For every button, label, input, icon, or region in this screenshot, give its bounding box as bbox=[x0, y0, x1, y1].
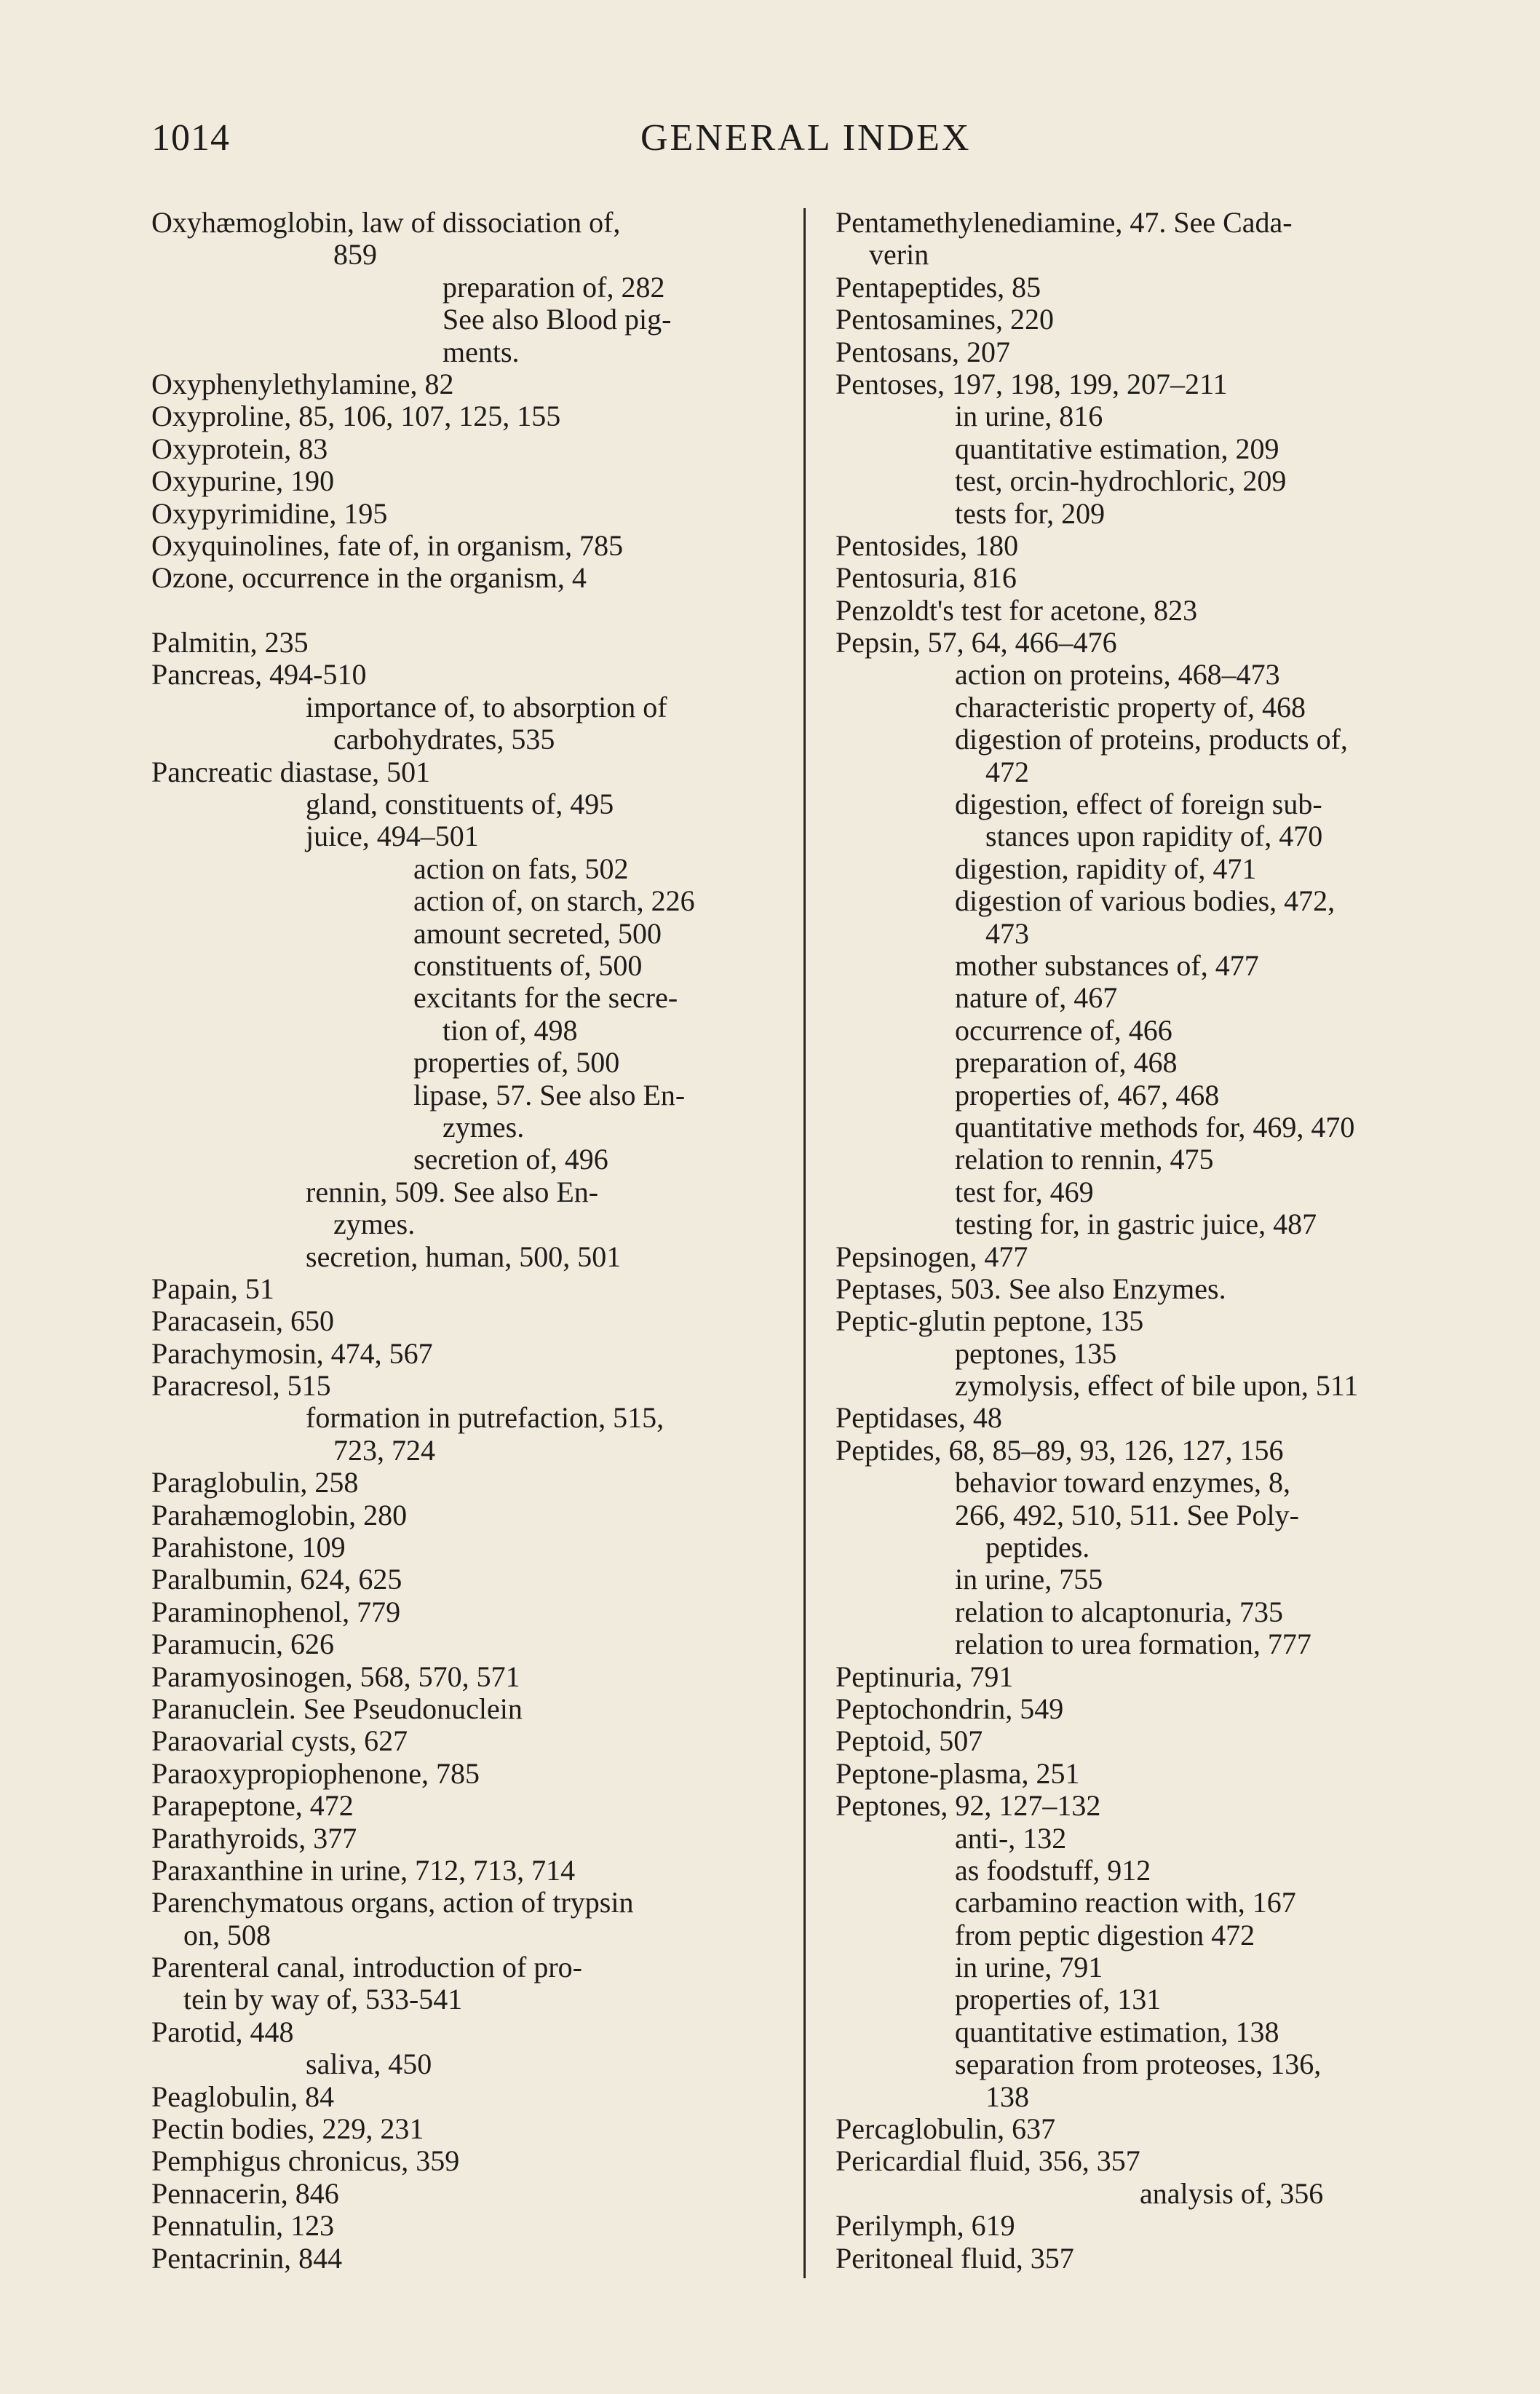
index-entry: excitants for the secre- bbox=[413, 981, 678, 1015]
index-entry: properties of, 131 bbox=[955, 1983, 1162, 2016]
index-entry: action on proteins, 468–473 bbox=[955, 658, 1280, 691]
index-entry: 473 bbox=[985, 916, 1029, 950]
index-entry: Pentosamines, 220 bbox=[836, 303, 1054, 336]
index-entry: secretion of, 496 bbox=[413, 1143, 608, 1176]
index-entry: analysis of, 356 bbox=[1140, 2176, 1324, 2210]
index-entry: Papain, 51 bbox=[151, 1272, 274, 1305]
index-entry: zymes. bbox=[333, 1208, 416, 1241]
index-entry: Oxypurine, 190 bbox=[151, 464, 335, 498]
index-entry: action of, on starch, 226 bbox=[413, 884, 695, 918]
index-entry: Paramyosinogen, 568, 570, 571 bbox=[151, 1660, 520, 1693]
index-entry: in urine, 755 bbox=[955, 1563, 1103, 1596]
index-entry: tein by way of, 533-541 bbox=[183, 1983, 463, 2016]
index-entry: as foodstuff, 912 bbox=[955, 1853, 1151, 1887]
index-entry: Paranuclein. See Pseudonuclein bbox=[151, 1692, 523, 1725]
index-entry: Peptinuria, 791 bbox=[836, 1660, 1014, 1693]
index-entry: quantitative estimation, 209 bbox=[955, 432, 1279, 465]
index-entry: 859 bbox=[333, 238, 377, 271]
index-entry: Parenteral canal, introduction of pro- bbox=[151, 1951, 582, 1984]
index-entry: Oxypyrimidine, 195 bbox=[151, 496, 388, 530]
index-entry: Parathyroids, 377 bbox=[151, 1821, 357, 1855]
index-entry: Pentosans, 207 bbox=[836, 335, 1010, 368]
index-entry: quantitative methods for, 469, 470 bbox=[955, 1110, 1355, 1144]
index-entry: properties of, 467, 468 bbox=[955, 1078, 1220, 1111]
index-entry: relation to urea formation, 777 bbox=[955, 1628, 1311, 1661]
index-entry: Paracresol, 515 bbox=[151, 1369, 331, 1403]
index-entry: Peptides, 68, 85–89, 93, 126, 127, 156 bbox=[836, 1433, 1284, 1467]
index-entry: Paralbumin, 624, 625 bbox=[151, 1563, 402, 1596]
index-entry: properties of, 500 bbox=[413, 1046, 620, 1079]
index-entry: saliva, 450 bbox=[306, 2048, 432, 2081]
left-index-column bbox=[151, 207, 792, 2275]
index-entry: separation from proteoses, 136, bbox=[955, 2048, 1322, 2081]
index-entry: Pepsin, 57, 64, 466–476 bbox=[836, 626, 1117, 659]
index-entry: Pentamethylenediamine, 47. See Cada- bbox=[836, 206, 1293, 239]
index-entry: test for, 469 bbox=[955, 1175, 1094, 1208]
index-entry: importance of, to absorption of bbox=[306, 690, 667, 724]
index-entry: Peptones, 92, 127–132 bbox=[836, 1789, 1101, 1823]
index-entry: Peaglobulin, 84 bbox=[151, 2080, 335, 2113]
index-entry: Parenchymatous organs, action of trypsin bbox=[151, 1886, 634, 1919]
index-entry: 138 bbox=[985, 2080, 1029, 2113]
index-entry: Paracasein, 650 bbox=[151, 1304, 335, 1338]
index-entry: Pancreatic diastase, 501 bbox=[151, 755, 431, 788]
index-entry: Peptochondrin, 549 bbox=[836, 1692, 1064, 1725]
index-entry: nature of, 467 bbox=[955, 981, 1118, 1015]
index-entry: tion of, 498 bbox=[442, 1013, 578, 1047]
index-entry: Pentosides, 180 bbox=[836, 528, 1019, 562]
column-divider bbox=[803, 208, 806, 2278]
index-entry: 472 bbox=[985, 755, 1029, 788]
index-entry: Parahæmoglobin, 280 bbox=[151, 1498, 408, 1531]
index-entry: behavior toward enzymes, 8, bbox=[955, 1466, 1290, 1499]
index-entry: Paraxanthine in urine, 712, 713, 714 bbox=[151, 1853, 576, 1887]
index-entry: Paraoxypropiophenone, 785 bbox=[151, 1756, 480, 1790]
index-entry: carbohydrates, 535 bbox=[333, 723, 555, 756]
index-entry: Ozone, occurrence in the organism, 4 bbox=[151, 561, 587, 595]
index-entry: test, orcin-hydrochloric, 209 bbox=[955, 464, 1287, 498]
index-entry: from peptic digestion 472 bbox=[955, 1918, 1255, 1951]
index-entry: Pentapeptides, 85 bbox=[836, 270, 1041, 304]
index-entry: stances upon rapidity of, 470 bbox=[985, 820, 1323, 853]
index-entry: gland, constituents of, 495 bbox=[306, 788, 614, 821]
index-entry: preparation of, 468 bbox=[955, 1046, 1178, 1079]
right-index-column bbox=[836, 207, 1491, 2275]
index-entry: Peptone-plasma, 251 bbox=[836, 1756, 1080, 1790]
index-entry: tests for, 209 bbox=[955, 496, 1106, 530]
index-entry: Pericardial fluid, 356, 357 bbox=[836, 2144, 1140, 2178]
index-entry: relation to alcaptonuria, 735 bbox=[955, 1595, 1283, 1628]
page-header bbox=[0, 0, 1540, 175]
index-entry: ments. bbox=[442, 335, 520, 368]
index-entry: Paraovarial cysts, 627 bbox=[151, 1724, 408, 1758]
index-entry: peptides. bbox=[985, 1531, 1090, 1564]
index-entry: relation to rennin, 475 bbox=[955, 1143, 1214, 1176]
index-entry: juice, 494–501 bbox=[306, 820, 479, 853]
index-entry: lipase, 57. See also En- bbox=[413, 1078, 686, 1111]
index-entry: Parachymosin, 474, 567 bbox=[151, 1336, 433, 1370]
index-entry: digestion of various bodies, 472, bbox=[955, 884, 1335, 918]
index-entry: Oxyproline, 85, 106, 107, 125, 155 bbox=[151, 400, 561, 433]
index-entry: characteristic property of, 468 bbox=[955, 690, 1306, 724]
index-entry: digestion of proteins, products of, bbox=[955, 723, 1348, 756]
index-entry: action on fats, 502 bbox=[413, 852, 629, 885]
index-entry: Peritoneal fluid, 357 bbox=[836, 2241, 1074, 2275]
index-entry: 266, 492, 510, 511. See Poly- bbox=[955, 1498, 1299, 1531]
index-entry: Pemphigus chronicus, 359 bbox=[151, 2144, 460, 2178]
index-entry: in urine, 791 bbox=[955, 1951, 1103, 1984]
index-entry: Pennacerin, 846 bbox=[151, 2176, 339, 2210]
index-entry: verin bbox=[869, 238, 929, 271]
index-entry: Oxyhæmoglobin, law of dissociation of, bbox=[151, 206, 621, 239]
index-entry: Pepsinogen, 477 bbox=[836, 1240, 1028, 1273]
index-entry: See also Blood pig- bbox=[442, 303, 672, 336]
index-entry: anti-, 132 bbox=[955, 1821, 1067, 1855]
index-entry: mother substances of, 477 bbox=[955, 948, 1259, 982]
index-entry: Oxyphenylethylamine, 82 bbox=[151, 367, 454, 400]
running-head: GENERAL INDEX bbox=[640, 117, 972, 159]
page-number: 1014 bbox=[151, 117, 230, 159]
index-entry: peptones, 135 bbox=[955, 1336, 1117, 1370]
index-entry: Pancreas, 494-510 bbox=[151, 658, 367, 691]
index-entry: Oxyquinolines, fate of, in organism, 785 bbox=[151, 528, 624, 562]
index-entry: constituents of, 500 bbox=[413, 948, 643, 982]
index-entry: Oxyprotein, 83 bbox=[151, 432, 328, 465]
index-entry: testing for, in gastric juice, 487 bbox=[955, 1208, 1317, 1241]
index-entry: Peptic-glutin peptone, 135 bbox=[836, 1304, 1144, 1338]
index-entry: digestion, effect of foreign sub- bbox=[955, 788, 1322, 821]
index-entry: Pentoses, 197, 198, 199, 207–211 bbox=[836, 367, 1228, 400]
index-entry: digestion, rapidity of, 471 bbox=[955, 852, 1257, 885]
index-entry: rennin, 509. See also En- bbox=[306, 1175, 599, 1208]
index-entry: Paraminophenol, 779 bbox=[151, 1595, 401, 1628]
index-entry: Parahistone, 109 bbox=[151, 1531, 346, 1564]
index-entry: Pennatulin, 123 bbox=[151, 2209, 335, 2243]
index-entry: zymes. bbox=[442, 1110, 525, 1144]
index-entry: Palmitin, 235 bbox=[151, 626, 309, 659]
index-entry: Pentacrinin, 844 bbox=[151, 2241, 343, 2275]
index-entry: quantitative estimation, 138 bbox=[955, 2015, 1279, 2048]
index-entry: carbamino reaction with, 167 bbox=[955, 1886, 1296, 1919]
index-entry: Pentosuria, 816 bbox=[836, 561, 1017, 595]
index-entry: preparation of, 282 bbox=[442, 270, 665, 304]
index-entry: in urine, 816 bbox=[955, 400, 1103, 433]
index-entry: Parotid, 448 bbox=[151, 2015, 294, 2048]
index-entry: Pectin bodies, 229, 231 bbox=[151, 2112, 424, 2146]
index-entry: on, 508 bbox=[183, 1918, 271, 1951]
index-entry: Paraglobulin, 258 bbox=[151, 1466, 359, 1499]
index-entry: secretion, human, 500, 501 bbox=[306, 1240, 622, 1273]
index-entry: 723, 724 bbox=[333, 1433, 435, 1467]
index-entry: amount secreted, 500 bbox=[413, 916, 662, 950]
index-entry: Paramucin, 626 bbox=[151, 1628, 335, 1661]
index-entry: Peptases, 503. See also Enzymes. bbox=[836, 1272, 1226, 1305]
entry-spacer bbox=[151, 595, 792, 627]
index-entry: Percaglobulin, 637 bbox=[836, 2112, 1056, 2146]
index-entry: Peptoid, 507 bbox=[836, 1724, 983, 1758]
index-entry: occurrence of, 466 bbox=[955, 1013, 1172, 1047]
index-entry: Penzoldt's test for acetone, 823 bbox=[836, 593, 1198, 627]
index-entry: Perilymph, 619 bbox=[836, 2209, 1015, 2243]
index-entry: formation in putrefaction, 515, bbox=[306, 1401, 664, 1435]
index-entry: zymolysis, effect of bile upon, 511 bbox=[955, 1369, 1359, 1403]
index-entry: Peptidases, 48 bbox=[836, 1401, 1002, 1435]
index-entry: Parapeptone, 472 bbox=[151, 1789, 354, 1823]
